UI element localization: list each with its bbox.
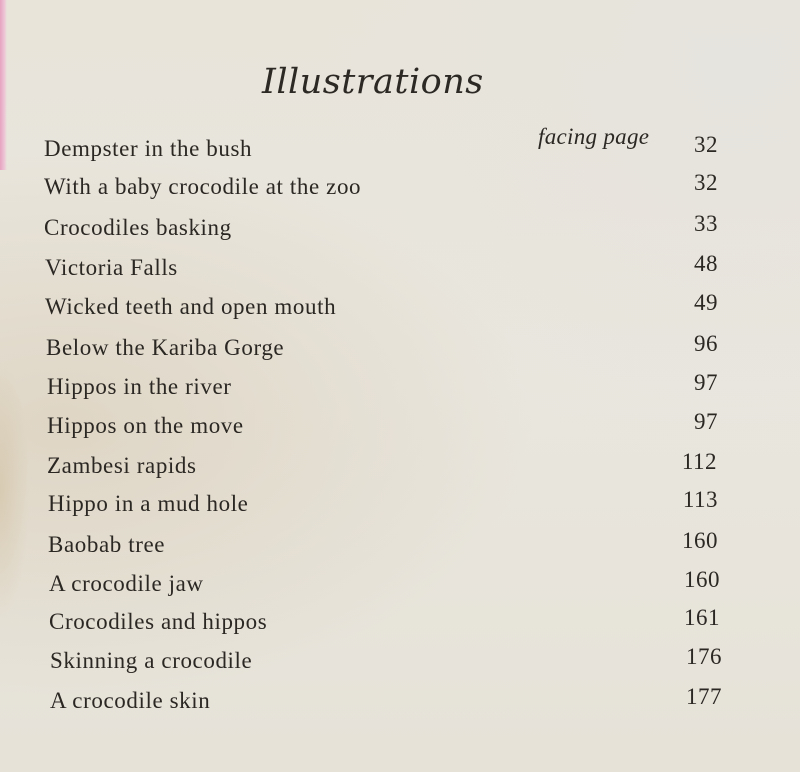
page-title: Illustrations (262, 62, 484, 102)
illustration-caption: Crocodiles basking (44, 215, 232, 240)
illustration-caption: Baobab tree (48, 532, 166, 557)
list-item (48, 487, 718, 521)
list-item (47, 370, 718, 404)
page-number: 48 (694, 251, 718, 276)
illustration-caption: Crocodiles and hippos (49, 609, 268, 634)
page-number: 33 (694, 211, 718, 236)
list-item (44, 170, 718, 204)
facing-page-label: facing page (538, 124, 650, 149)
illustration-caption: Skinning a crocodile (50, 648, 253, 673)
illustration-caption: Hippos on the move (47, 413, 244, 438)
illustration-caption: A crocodile jaw (49, 571, 204, 596)
page-number: 176 (686, 644, 722, 669)
page-number: 32 (694, 170, 718, 195)
list-item (44, 211, 718, 245)
list-item (49, 605, 720, 639)
page-number: 97 (694, 409, 718, 434)
list-item (44, 132, 718, 166)
illustration-caption: With a baby crocodile at the zoo (44, 174, 362, 199)
list-item (50, 684, 722, 718)
page-number: 112 (681, 449, 717, 474)
list-item (50, 644, 722, 678)
list-item (45, 251, 718, 285)
page-number: 49 (694, 290, 718, 315)
page-number: 97 (694, 370, 718, 395)
page-number: 32 (694, 132, 718, 157)
page-number: 160 (682, 528, 718, 553)
illustration-caption: Hippos in the river (47, 374, 232, 399)
illustration-caption: Wicked teeth and open mouth (45, 294, 337, 319)
list-item (49, 567, 720, 601)
illustration-caption: Victoria Falls (45, 255, 178, 280)
illustration-caption: Hippo in a mud hole (48, 491, 249, 516)
illustration-caption: Zambesi rapids (47, 453, 197, 478)
list-item (47, 409, 718, 443)
page-number: 177 (686, 684, 722, 709)
page-number: 96 (694, 331, 718, 356)
list-item (46, 331, 718, 365)
list-item (45, 290, 718, 324)
page-number: 113 (682, 487, 718, 512)
page-number: 161 (684, 605, 720, 630)
list-item (47, 449, 717, 483)
list-item (48, 528, 718, 562)
page-number: 160 (684, 567, 720, 592)
illustration-caption: Dempster in the bush (44, 136, 253, 161)
illustration-caption: Below the Kariba Gorge (46, 335, 285, 360)
illustration-caption: A crocodile skin (50, 688, 211, 713)
